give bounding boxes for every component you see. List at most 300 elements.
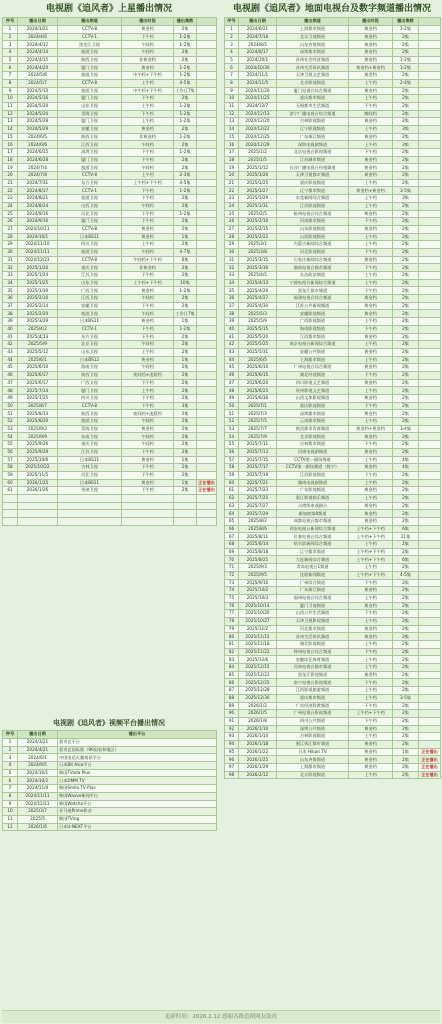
cell-status [419,348,441,356]
cell-index: 31 [225,256,239,264]
cell-status [419,564,441,572]
table-row [3,49,217,57]
cell-episodes: 2集 [174,418,197,426]
cell-status [419,125,441,133]
empty-row [3,502,217,510]
cell-time: 黄金档 [349,602,393,610]
cell-channel: 安徽影视频道 [277,310,349,318]
cell-status [419,379,441,387]
cell-date: 2025/5/12 [18,348,58,356]
cell-channel: 江苏影视频道 [277,202,349,210]
cell-time: 下午档 [122,156,174,164]
cell-date: 2024/5/29 [18,125,58,133]
cell-index: 93 [225,733,239,741]
cell-index: 5 [3,56,18,64]
table-row [3,225,217,233]
cell-status [419,410,441,418]
header-date: 播出日期 [18,18,58,26]
cell-episodes: 3集 [393,195,419,203]
cell-date: 2025/2/15 [239,225,277,233]
cell-episodes: 2集 [174,410,197,418]
ground-title: 电视剧《追风者》地面电视台及数字频道播出情况 [224,2,440,16]
cell-status [419,694,441,702]
cell-episodes: 2集 [393,510,419,518]
cell-episodes: 1集 [174,456,197,464]
cell-channel: 上海都市频道 [277,764,349,772]
cell-channel: 长沙政法频道 [277,272,349,280]
cell-status [197,256,217,264]
cell-date: 2025/1/31 [239,202,277,210]
cell-status [197,387,217,395]
table-row [225,56,441,64]
table-row [225,156,441,164]
cell-episodes: 3-5集 [393,694,419,702]
cell-time: 午间档 [122,441,174,449]
header-date: 播出日期 [239,18,277,26]
cell-time: 上午档 [349,656,393,664]
cell-index: 7 [3,72,18,80]
cell-status [197,87,217,95]
header-platform: 播出平台 [58,731,217,739]
cell-date: 2025/7/19 [239,471,277,479]
cell-index: 20 [3,172,18,180]
cell-episodes: 2集 [393,364,419,372]
cell-date: 2025/5/9 [18,341,58,349]
cell-channel: 湖北经视频道 [277,371,349,379]
table-row [3,41,217,49]
table-row [225,656,441,664]
cell-episodes: 2集 [393,295,419,303]
cell-time: 非黄金档 [122,56,174,64]
cell-date: 2025/2/14 [18,302,58,310]
cell-status [419,441,441,449]
empty-cell [122,510,174,518]
cell-index: 86 [225,679,239,687]
cell-time: 下午档 [349,579,393,587]
cell-time: 下午档 [349,102,393,110]
cell-status [197,149,217,157]
cell-channel: 江苏公共新闻频道 [277,302,349,310]
cell-status [419,587,441,595]
cell-time: 下午档 [122,302,174,310]
cell-index: 96 [225,756,239,764]
cell-status [419,579,441,587]
table-row [225,356,441,364]
cell-status [197,187,217,195]
cell-channel: 山西文体影视频道 [277,395,349,403]
table-row [225,210,441,218]
cell-time: 上午档 [349,494,393,502]
cell-episodes: 2集 [393,87,419,95]
cell-date: 2024/6/5 [18,133,58,141]
cell-episodes: 工作日7集 [175,87,195,93]
cell-status [419,425,441,433]
cell-index: 4 [225,49,239,57]
cell-channel: CCTV-1 [58,187,122,195]
cell-status [419,218,441,226]
cell-date: 2024/11/20 [239,87,277,95]
cell-episodes: 4-7集 [174,248,197,256]
cell-episodes: 1-2集 [174,64,197,72]
cell-date: 2025/4/20 [239,287,277,295]
cell-index: 12 [3,110,18,118]
cell-time: 下午档 [349,702,393,710]
cell-index: 32 [225,264,239,272]
cell-index: 17 [3,149,18,157]
table-row [225,256,441,264]
table-row [225,348,441,356]
table-row [3,202,217,210]
cell-time: 下午档 [122,195,174,203]
cell-status [419,279,441,287]
cell-status [197,218,217,226]
cell-status: 正在播出 [419,764,441,772]
table-row [3,179,217,187]
cell-channel: 西安电视台新闻综合频道 [277,525,349,533]
cell-date: 2025/5/3 [239,310,277,318]
cell-index: 1 [3,26,18,34]
cell-index: 2 [225,33,239,41]
cell-status [419,487,441,495]
cell-date: 2025/6/15 [239,371,277,379]
cell-episodes: 4集 [393,456,419,464]
cell-channel: 韩国Smile TV Plus [58,785,217,793]
cell-episodes: 2集 [393,118,419,126]
cell-index: 66 [225,525,239,533]
cell-time: 黄金档 [122,318,174,326]
table-row [3,156,217,164]
cell-index: 69 [225,548,239,556]
cell-channel: 日本BS11 [58,318,122,326]
cell-index: 9 [3,800,18,808]
cell-status [419,333,441,341]
table-row [225,710,441,718]
cell-status: 正在播出 [198,479,215,485]
cell-index: 52 [3,418,18,426]
cell-date: 2025/8/14 [239,541,277,549]
cell-status [419,95,441,103]
cell-index: 43 [225,348,239,356]
cell-index: 80 [225,633,239,641]
cell-status [419,533,441,541]
cell-index: 12 [225,110,239,118]
cell-status [197,41,217,49]
table-row [3,241,217,249]
cell-time: 黄金档 [349,33,393,41]
cell-index: 36 [225,295,239,303]
cell-date: 2026/1/25 [18,479,58,487]
cell-channel: 亚马逊Prime影音 [58,808,217,816]
empty-cell [3,494,18,502]
cell-channel: 广西影视频道 [277,318,349,326]
cell-time: 午间档 [122,310,174,318]
cell-episodes: 2集 [393,679,419,687]
cell-channel: 辽宁都市频道 [277,187,349,195]
cell-time: 午间档+下午档 [122,256,174,264]
cell-index: 28 [3,233,18,241]
cell-episodes: 2集 [174,95,197,103]
cell-date: 2025/4/13 [239,279,277,287]
table-row [225,671,441,679]
cell-channel: CCTV-8 [58,79,122,87]
cell-date: 2025/7/29 [239,510,277,518]
cell-time: 下午档 [122,110,174,118]
cell-episodes: 2集 [393,210,419,218]
table-row [3,56,217,64]
cell-episodes: 1-2集 [174,33,197,41]
cell-episodes: 2集 [393,710,419,718]
table-row [3,487,217,495]
cell-time: 上午档 [349,125,393,133]
cell-index: 3 [225,41,239,49]
cell-status [419,195,441,203]
cell-index: 76 [225,602,239,610]
cell-channel: 山西卫视 [58,202,122,210]
cell-time: 下午档 [349,402,393,410]
cell-channel: 陕西卫视 [58,133,122,141]
cell-date: 2025/12/25 [239,679,277,687]
cell-date: 2024/7/8 [18,172,58,180]
cell-date: 2024/4/6 [18,33,58,41]
table-row [225,95,441,103]
cell-index: 13 [3,118,18,126]
cell-date: 2024/10/2 [18,777,58,785]
table-row [225,548,441,556]
cell-channel: 新加坡第8频道 [277,510,349,518]
cell-channel: 厦门卫视频道 [277,602,349,610]
cell-status [419,510,441,518]
cell-status [419,64,441,72]
header-time: 播出时段 [122,18,174,26]
cell-time: 下午档 [349,610,393,618]
cell-time: 午间档 [122,248,174,256]
cell-index: 1 [225,26,239,34]
table-row [3,746,217,754]
cell-channel: 深圳电视剧频道 [277,141,349,149]
table-row [225,79,441,87]
cell-date: 2024/4/14 [18,49,58,57]
cell-date: 2025/4/27 [239,295,277,303]
cell-index: 44 [3,356,18,364]
cell-index: 30 [3,248,18,256]
table-row [225,172,441,180]
cell-index: 10 [225,95,239,103]
cell-status [197,26,217,34]
table-row [3,210,217,218]
table-row [225,402,441,410]
cell-time: 上午档 [122,118,174,126]
table-row [3,72,217,80]
cell-time: 黄金档 [349,379,393,387]
table-row [225,448,441,456]
table-row [3,149,217,157]
cell-date: 2024/6/28 [18,156,58,164]
cell-date: 2026/1/2 [239,702,277,710]
cell-time: 非黄金档 [122,133,174,141]
cell-index: 74 [225,587,239,595]
cell-index: 51 [3,410,18,418]
cell-channel: 山东卫视 [58,102,122,110]
cell-time: 黄金档 [349,310,393,318]
table-row [225,141,441,149]
cell-status [419,502,441,510]
cell-index: 15 [3,133,18,141]
cell-time: 黄金档 [349,364,393,372]
cell-episodes: 2集 [174,272,197,280]
cell-time: 黄金档 [122,233,174,241]
cell-channel: 浙江钱江都市频道 [277,740,349,748]
cell-time: 午间档 [122,295,174,303]
cell-index: 58 [225,464,239,472]
cell-channel: 青岛电视台1频道 [277,564,349,572]
empty-row [3,494,217,502]
cell-date: 2024/6/15 [18,149,58,157]
cell-date: 2025/7/15 [239,456,277,464]
cell-channel: 厦门卫视 [58,218,122,226]
table-row [225,479,441,487]
cell-status [419,110,441,118]
cell-channel: 宁波电视台新闻综合频道 [277,279,349,287]
cell-status [197,195,217,203]
cell-episodes: 1-2集 [174,133,197,141]
cell-channel: 旅游卫视 [58,72,122,80]
table-row [3,815,217,823]
cell-channel: 上海都市频道 [277,356,349,364]
cell-time: 午间档 [122,41,174,49]
cell-status [197,141,217,149]
cell-date: 2025/1/27 [239,187,277,195]
cell-channel: 东莞新闻综合频道 [277,195,349,203]
cell-time: 午间档 [122,341,174,349]
cell-date: 2025/3/30 [239,264,277,272]
cell-index: 24 [3,202,18,210]
cell-date: 2025/9/10 [239,579,277,587]
cell-date: 2025/8/20 [18,418,58,426]
cell-status [419,433,441,441]
cell-channel: 大连新闻综合频道 [277,556,349,564]
cell-time: 夜间档+凌晨档 [122,371,174,379]
cell-channel: 吉林影视频道 [277,118,349,126]
cell-episodes: 2集 [393,725,419,733]
cell-index: 2 [3,33,18,41]
cell-status [419,648,441,656]
cell-time: 下午档 [349,371,393,379]
cell-status [419,33,441,41]
table-row [3,341,217,349]
cell-date: 2026/1/10 [239,725,277,733]
table-row [225,118,441,126]
cell-time: 下午档 [349,441,393,449]
cell-index: 29 [3,241,18,249]
cell-channel: CCTV-8 [58,172,122,180]
cell-date: 2025/1/5 [239,156,277,164]
cell-date: 2025/7/5 [239,418,277,426]
table-row [3,264,217,272]
table-row [3,448,217,456]
header-episodes: 播出集数 [174,18,197,26]
cell-index: 11 [3,102,18,110]
cell-index: 10 [3,808,18,816]
cell-episodes: 3集 [393,141,419,149]
cell-channel: 青海卫视 [58,425,122,433]
cell-channel: 江苏影视频道 [277,471,349,479]
ground-table [224,17,441,779]
cell-channel: 徐州电视台综合频道 [277,648,349,656]
table-row [3,739,217,747]
cell-date: 2026/1/6 [18,823,58,831]
cell-status [419,56,441,64]
cell-status [419,141,441,149]
cell-date: 2024/5/20 [18,102,58,110]
cell-index: 95 [225,748,239,756]
table-row [225,687,441,695]
table-row [3,26,217,34]
cell-index: 53 [225,425,239,433]
cell-episodes: 2集 [393,471,419,479]
cell-channel: 日本DMM TV [58,777,217,785]
cell-episodes: 2集 [393,402,419,410]
cell-index: 16 [225,141,239,149]
cell-episodes: 2集 [393,156,419,164]
cell-episodes: 3集 [393,125,419,133]
cell-date: 2025/7/21 [239,479,277,487]
cell-episodes: 11集 [393,533,419,541]
cell-episodes: 2集 [393,487,419,495]
cell-time: 上午档+下午档 [349,533,393,541]
empty-cell [174,518,197,526]
cell-index: 61 [225,487,239,495]
cell-channel: 江苏城市频道 [277,156,349,164]
cell-episodes: 2集 [393,233,419,241]
table-row [3,348,217,356]
cell-time: 黄金档 [349,118,393,126]
cell-episodes: 2集 [393,333,419,341]
cell-index: 57 [225,456,239,464]
table-row [225,433,441,441]
cell-channel: 河北影视频道 [277,248,349,256]
table-row [225,771,441,779]
cell-channel: 北京影视频道 [277,771,349,779]
cell-date: 2025/3/15 [239,256,277,264]
cell-channel: 海南影视频道 [277,325,349,333]
cell-channel: CCTV-8 [58,26,122,34]
cell-index: 11 [225,102,239,110]
cell-episodes: 2集 [393,740,419,748]
table-row [225,602,441,610]
cell-status [419,625,441,633]
cell-episodes: 2集 [174,26,197,34]
cell-channel: 深圳公共频道 [277,725,349,733]
cell-episodes: 2集 [393,256,419,264]
cell-time: 上午档 [349,387,393,395]
cell-status [419,133,441,141]
cell-episodes: 6集 [393,556,419,564]
cell-date: 2024/12/11 [18,800,58,808]
cell-channel: 苏州社会经济频道 [277,56,349,64]
cell-status [419,418,441,426]
cell-episodes: 6集 [174,256,197,264]
cell-episodes: 2集 [393,641,419,649]
cell-status [197,233,217,241]
cell-channel: 上海都市频道 [277,26,349,34]
cell-status [419,548,441,556]
cell-episodes: 2集 [393,202,419,210]
cell-date: 2025/8/11 [239,533,277,541]
cell-status [197,371,217,379]
cell-time: 黄金档 [349,26,393,34]
cell-time: 上午档+下午档 [122,179,174,187]
table-row [3,172,217,180]
